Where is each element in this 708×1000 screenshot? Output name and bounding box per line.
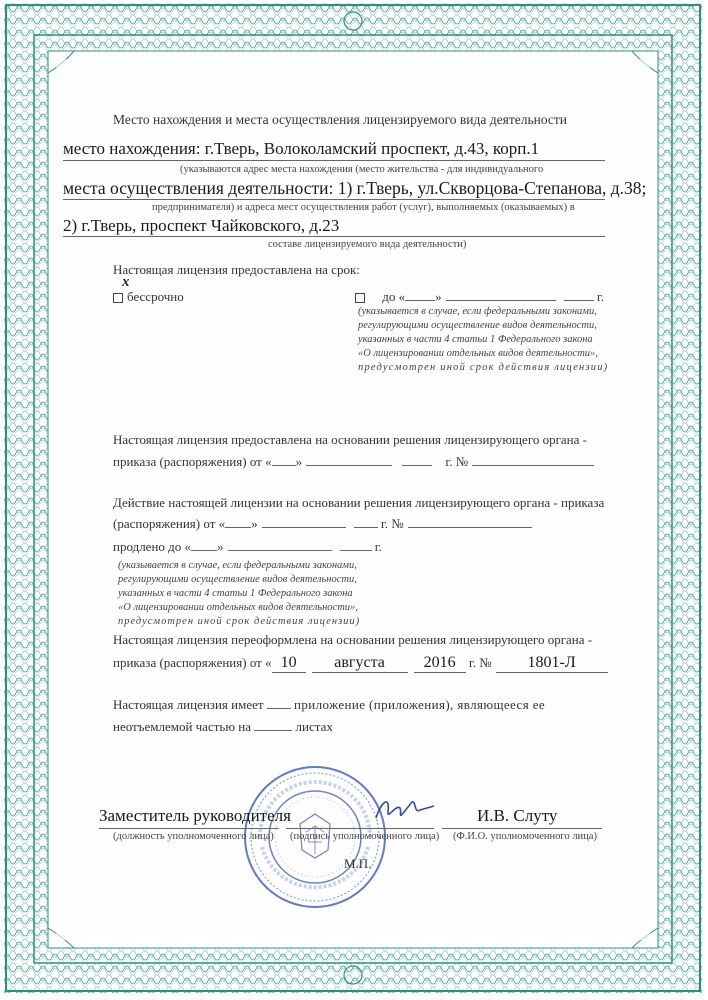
handwritten-signature	[368, 790, 438, 830]
rule-2	[63, 199, 605, 200]
rule-1	[63, 160, 605, 161]
extension-note-line: регулирующими осуществление видов деятельности,	[118, 574, 357, 585]
extension-number-label: г. №	[380, 516, 404, 531]
caption-name: (Ф.И.О. уполномоченного лица)	[453, 831, 597, 842]
appendix-text-c: неотъемлемой частью на	[113, 719, 252, 734]
extended-close: »	[217, 539, 224, 554]
signer-name: И.В. Слуту	[477, 806, 558, 825]
reissue-month: августа	[312, 654, 408, 673]
extension-day-field[interactable]	[225, 527, 251, 528]
address-heading: Место нахождения и места осуществления лицензируемого вида деятельности	[113, 112, 568, 127]
basis-month-field[interactable]	[306, 465, 392, 466]
reissue-line-2	[113, 654, 608, 673]
term-note-line: «О лицензировании отдельных видов деятельности»,	[358, 348, 598, 359]
extended-until	[113, 539, 382, 555]
reissue-day: 10	[272, 654, 306, 673]
perpetual-mark: х	[122, 274, 130, 290]
appendix-pages-field[interactable]	[254, 730, 292, 731]
address-caption-1: (указываются адрес места нахождения (место жительства - для индивидуального	[180, 164, 544, 175]
rule-signature	[286, 828, 434, 829]
extension-line-1: Действие настоящей лицензии на основании решения лицензирующего органа - приказа	[113, 495, 605, 510]
perpetual-option[interactable]	[113, 289, 184, 305]
reissue-line-1: Настоящая лицензия переоформлена на основании решения лицензирующего органа -	[113, 632, 593, 647]
address-caption-3: составе лицензируемого вида деятельности)	[268, 239, 467, 250]
extended-month-field[interactable]	[228, 550, 332, 551]
until-month-field[interactable]	[446, 300, 556, 301]
caption-signature: (подпись уполномоченного лица)	[290, 831, 440, 842]
appendix-count-field[interactable]	[267, 708, 291, 709]
activity-locations: места осуществления деятельности: 1) г.Тверь, ул.Скворцова-Степанова, д.38;	[63, 178, 647, 198]
extension-date-label: (распоряжения) от «	[113, 516, 226, 531]
address-location: место нахождения: г.Тверь, Волоколамский проспект, д.43, корп.1	[63, 139, 540, 158]
term-note-line: (указывается в случае, если федеральными законами,	[358, 306, 597, 317]
term-note-line: регулирующими осуществление видов деятельности,	[358, 320, 597, 331]
basis-line-2	[113, 454, 594, 470]
extension-close: »	[251, 516, 258, 531]
extension-month-field[interactable]	[262, 527, 346, 528]
extension-note-line: предусмотрен иной срок действия лицензии)	[118, 616, 361, 627]
until-checkbox[interactable]	[355, 293, 365, 303]
extension-line-2	[113, 516, 532, 532]
caption-position: (должность уполномоченного лица)	[113, 831, 274, 842]
extension-note-line: «О лицензировании отдельных видов деятельности»,	[118, 602, 358, 613]
basis-number-field[interactable]	[472, 465, 594, 466]
reissue-year: 2016	[414, 654, 466, 673]
basis-date-label: приказа (распоряжения) от «	[113, 454, 272, 469]
appendix-text-b: приложение (приложения), являющееся ее	[294, 697, 546, 712]
appendix-text-d: листах	[295, 719, 333, 734]
rule-3	[63, 236, 605, 237]
appendix-line-2	[113, 719, 333, 735]
basis-close: »	[295, 454, 303, 469]
extension-number-field[interactable]	[408, 527, 532, 528]
term-note	[358, 305, 608, 375]
rule-position	[99, 828, 279, 829]
until-label: до «	[382, 289, 406, 304]
term-heading: Настоящая лицензия предоставлена на срок:	[113, 262, 360, 277]
extended-year-field[interactable]	[340, 550, 372, 551]
perpetual-label: бессрочно	[127, 289, 184, 304]
reissue-number: 1801-Л	[496, 654, 608, 673]
until-year-field[interactable]	[564, 300, 594, 301]
extended-label: продлено до «	[113, 539, 192, 554]
basis-day-field[interactable]	[272, 465, 296, 466]
reissue-date-label: приказа (распоряжения) от «	[113, 655, 272, 670]
extended-day-field[interactable]	[191, 550, 217, 551]
until-close: »	[435, 289, 442, 304]
until-option[interactable]	[355, 289, 604, 305]
basis-year-field[interactable]	[402, 465, 432, 466]
until-year-suffix: г.	[596, 289, 604, 304]
appendix-text-a: Настоящая лицензия имеет	[113, 697, 264, 712]
perpetual-checkbox[interactable]	[113, 293, 123, 303]
until-day-field[interactable]	[405, 300, 435, 301]
signer-position: Заместитель руководителя	[99, 806, 291, 825]
extension-note-line: (указывается в случае, если федеральными законами,	[118, 560, 357, 571]
reissue-number-label: г. №	[468, 655, 492, 670]
seal-place-label: М.П.	[344, 856, 372, 871]
basis-line-1: Настоящая лицензия предоставлена на основании решения лицензирующего органа -	[113, 432, 587, 447]
term-note-line: указанных в части 4 статьи 1 Федерального закона	[358, 334, 593, 345]
extension-note	[118, 559, 360, 629]
address-caption-2: предпринимателя) и адреса мест осуществления работ (услуг), выполняемых (оказываемых) в	[152, 202, 575, 213]
rule-name	[442, 828, 602, 829]
basis-number-label: г. №	[445, 454, 469, 469]
extension-note-line: указанных в части 4 статьи 1 Федерального закона	[118, 588, 353, 599]
extended-year-suffix: г.	[374, 539, 382, 554]
activity-location-2: 2) г.Тверь, проспект Чайковского, д.23	[63, 216, 340, 235]
extension-year-field[interactable]	[354, 527, 378, 528]
term-note-line: предусмотрен иной срок действия лицензии)	[358, 362, 609, 373]
appendix-line-1	[113, 697, 545, 713]
